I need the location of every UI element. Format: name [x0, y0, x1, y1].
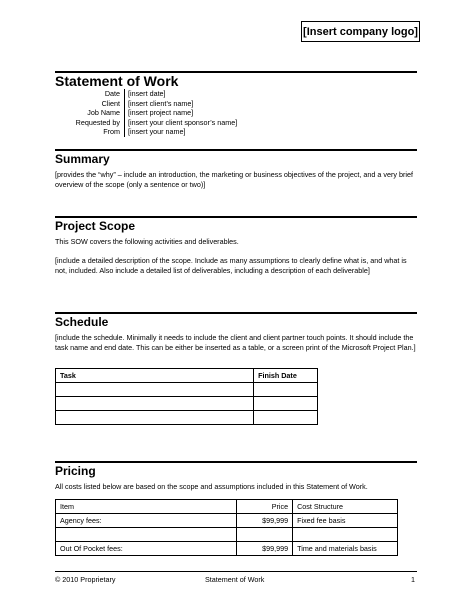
pricing-heading: Pricing — [55, 464, 96, 478]
pricing-table — [55, 499, 398, 556]
scope-text: [include a detailed description of the scope. Include as many assumptions to clearly define what is, and what is not, included. Also include a detailed list of deliverables, including a description of each deliverable] — [55, 256, 407, 275]
schedule-text: [include the schedule. Minimally it needs to include the client and client partner touch points. It should include the task name and end date. This can be either be inserted as a table, or a screen print of the Microsoft Project Plan.] — [55, 333, 416, 352]
table-cell[interactable]: Time and materials basis — [293, 542, 398, 556]
footer-copyright: © 2010 Proprietary — [55, 575, 116, 584]
summary-rule — [55, 149, 417, 151]
table-cell[interactable] — [56, 383, 254, 397]
table-cell[interactable] — [237, 528, 293, 542]
schedule-rule — [55, 312, 417, 314]
table-cell[interactable] — [293, 528, 398, 542]
table-row — [56, 411, 318, 425]
meta-value: [insert your client sponsor’s name] — [124, 118, 237, 128]
table-cell[interactable]: Fixed fee basis — [293, 514, 398, 528]
meta-row-date — [55, 89, 355, 99]
meta-label: Job Name — [87, 108, 120, 118]
meta-value: [insert project name] — [124, 108, 193, 118]
table-cell[interactable]: $99,999 — [237, 514, 293, 528]
table-cell[interactable] — [254, 397, 318, 411]
table-row — [56, 514, 398, 528]
table-cell[interactable] — [254, 383, 318, 397]
meta-label: Date — [104, 89, 120, 98]
footer-page-number: 1 — [411, 575, 415, 584]
table-header-row — [56, 500, 398, 514]
meta-value: [insert your name] — [124, 127, 186, 137]
summary-text: [provides the “why” – include an introduction, the marketing or business objectives of the project, and a very brief overview of the scope (only a sentence or two)] — [55, 170, 413, 189]
scope-intro: This SOW covers the following activities and deliverables. — [55, 237, 239, 246]
footer-document-title: Statement of Work — [205, 575, 265, 584]
table-cell[interactable] — [56, 397, 254, 411]
column-header-cost-structure: Cost Structure — [293, 500, 398, 514]
pricing-text: All costs listed below are based on the scope and assumptions included in this Statement of Work. — [55, 482, 368, 491]
meta-value: [insert date] — [124, 89, 166, 99]
column-header-finish-date: Finish Date — [254, 369, 318, 383]
table-cell[interactable] — [56, 528, 237, 542]
table-header-row — [56, 369, 318, 383]
meta-row-job-name — [55, 108, 355, 118]
table-cell[interactable] — [254, 411, 318, 425]
meta-label: From — [103, 127, 120, 137]
schedule-heading: Schedule — [55, 315, 109, 329]
table-row — [56, 542, 398, 556]
table-cell[interactable]: $99,999 — [237, 542, 293, 556]
document-meta — [55, 89, 355, 137]
column-header-task: Task — [56, 369, 254, 383]
table-row — [56, 528, 398, 542]
scope-rule — [55, 216, 417, 218]
table-row — [56, 397, 318, 411]
meta-label: Requested by — [75, 117, 120, 127]
scope-heading: Project Scope — [55, 219, 136, 233]
meta-label: Client — [101, 98, 120, 108]
meta-value: [insert client’s name] — [124, 99, 193, 109]
table-row — [56, 383, 318, 397]
table-cell[interactable]: Agency fees: — [56, 514, 237, 528]
schedule-table — [55, 368, 318, 425]
meta-row-requested-by — [55, 118, 355, 128]
table-cell[interactable] — [56, 411, 254, 425]
company-logo-placeholder: [Insert company logo] — [301, 21, 420, 42]
column-header-item: Item — [56, 500, 237, 514]
document-title: Statement of Work — [55, 73, 179, 89]
meta-row-from — [55, 127, 355, 137]
table-cell[interactable]: Out Of Pocket fees: — [56, 542, 237, 556]
footer-rule — [55, 571, 417, 572]
meta-row-client — [55, 99, 355, 109]
summary-heading: Summary — [55, 152, 110, 166]
column-header-price: Price — [237, 500, 293, 514]
pricing-rule — [55, 461, 417, 463]
